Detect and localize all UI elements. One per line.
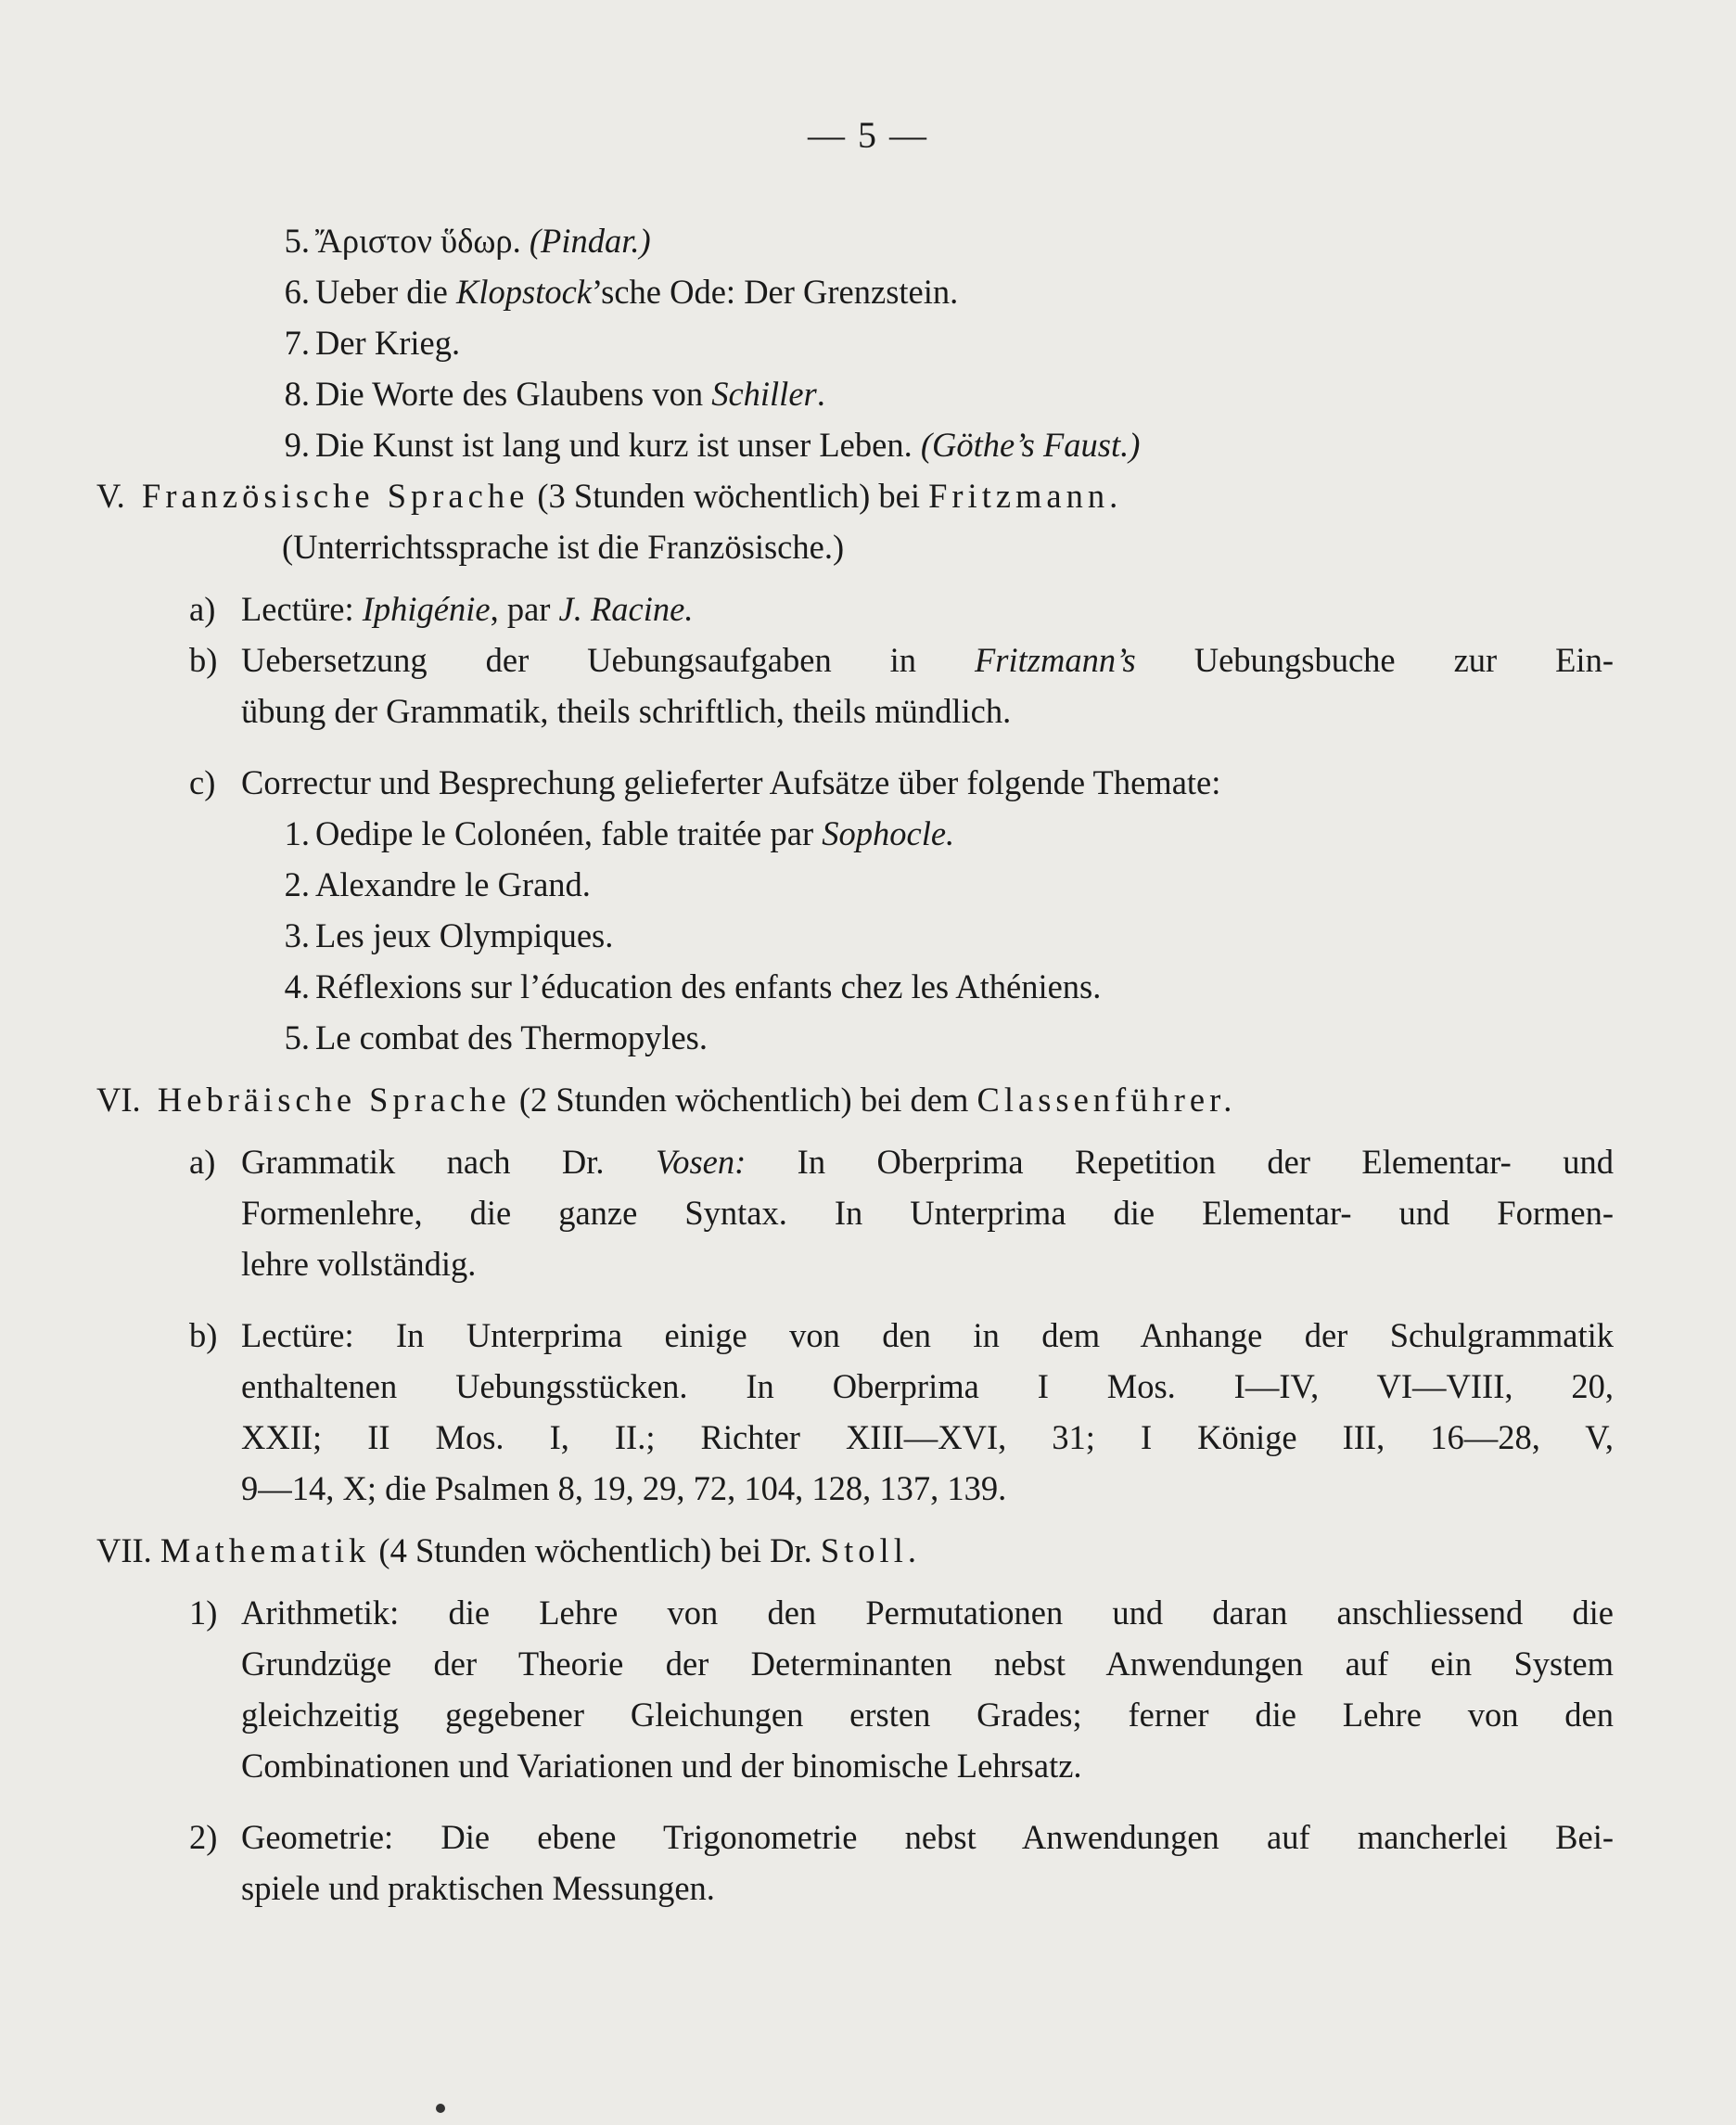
list-item: 8. Die Worte des Glaubens von Schiller. xyxy=(284,375,825,413)
ink-spot xyxy=(436,2104,445,2113)
list-item: 1. Oedipe le Colonéen, fable traitée par Sophocle. xyxy=(284,814,955,852)
list-item: a) Grammatik nach Dr. Vosen: In Oberprima Repetition der Elementar- und xyxy=(189,1143,1614,1181)
list-item: 6. Ueber die Klopstock’sche Ode: Der Grenzstein. xyxy=(284,273,959,311)
list-item: 2) Geometrie: Die ebene Trigonometrie nebst Anwendungen auf mancherlei Bei- xyxy=(189,1818,1614,1856)
list-item: c) Correctur und Besprechung gelieferter Aufsätze über folgende Themate: xyxy=(189,763,1221,801)
list-item: a) Lectüre: Iphigénie, par J. Racine. xyxy=(189,590,694,628)
section-heading: VI. Hebräische Sprache (2 Stunden wöchentlich) bei dem Classenführer. xyxy=(96,1081,1237,1119)
list-item: 3. Les jeux Olympiques. xyxy=(284,916,614,954)
list-item: 5. Le combat des Thermopyles. xyxy=(284,1018,708,1056)
list-item: 7. Der Krieg. xyxy=(284,324,461,362)
list-item: 9. Die Kunst ist lang und kurz ist unser Leben. (Göthe’s Faust.) xyxy=(284,426,1141,464)
list-item: 5. Ἄριστον ὕδωρ. (Pindar.) xyxy=(284,222,651,260)
section-heading: VII. Mathematik (4 Stunden wöchentlich) bei Dr. Stoll. xyxy=(96,1531,921,1569)
list-item: b) Uebersetzung der Uebungsaufgaben in Fritzmann’s Uebungsbuche zur Ein- xyxy=(189,641,1614,679)
page-content: 5. Ἄριστον ὕδωρ. (Pindar.) 6. Ueber die Klopstock’sche Ode: Der Grenzstein. 7. Der Krieg. 8. Die Worte des Glaubens von Schiller. 9. Die Kunst ist lang und kurz ist unser Leben. (Göthe’s Faust.) V. Französische Sprache (3 Stunden wöchentlich) bei Fritzmann. (Unterrichtssprache ist die Französische.) a) Lectüre: Iphigénie, par J. Racine. b) Uebersetzung der Uebungsaufgaben in Fritzmann’s Uebungsbuche zur Ein- übung der Grammatik, theils schriftlich, theils mündlich. c) Correctur und Besprechung gelieferter Aufsätze über folgende Themate: 1. Oedipe le Colonéen, fable traitée par Sophocle. 2. Alexandre le Grand. 3. Les jeux Olympiques. 4. Réflexions sur l’éducation des enfants chez les Athéniens. 5. Le combat des Thermopyles. VI. Hebräische Sprache (2 Stunden wöchentlich) bei dem Classenführer. a) Grammatik nach Dr. Vosen: In Oberprima Repetition der Elementar- und Formenlehre, die ganze Syntax. In Unterprima die Elementar- und Formen- lehre vollständig. b) Lectüre: In Unterprima einige von den in dem Anhange der Schulgrammatik enthaltenen Uebungsstücken. In Oberprima I Mos. I—IV, VI—VIII, 20, XXII; II Mos. I, II.; Richter XIII—XVI, 31; I Könige III, 16—28, V, 9—14, X; die Psalmen 8, 19, 29, 72, 104, 128, 137, 139. VII. Mathematik (4 Stunden wöchentlich) bei Dr. Stoll. 1) Arithmetik: die Lehre von den Permutationen und daran anschliessend die Grundzüge der Theorie der Determinanten nebst Anwendungen auf ein System gleichzeitig gegebener Gleichungen ersten Grades; ferner die Lehre von den Combinationen und Variationen und der binomische Lehrsatz. 2) Geometrie: Die ebene Trigonometrie nebst Anwendungen auf mancherlei Bei- spiele und praktischen Messungen. xyxy=(96,215,1610,1914)
list-item: 2. Alexandre le Grand. xyxy=(284,865,591,903)
section-heading: V. Französische Sprache (3 Stunden wöchentlich) bei Fritzmann. xyxy=(96,477,1123,515)
list-item: b) Lectüre: In Unterprima einige von den in dem Anhange der Schulgrammatik xyxy=(189,1316,1614,1354)
list-item: 1) Arithmetik: die Lehre von den Permutationen und daran anschliessend die xyxy=(189,1594,1614,1632)
list-item: 4. Réflexions sur l’éducation des enfants chez les Athéniens. xyxy=(284,967,1102,1005)
section-note: (Unterrichtssprache ist die Französische.) xyxy=(282,528,845,566)
page-number: — 5 — xyxy=(808,114,928,156)
